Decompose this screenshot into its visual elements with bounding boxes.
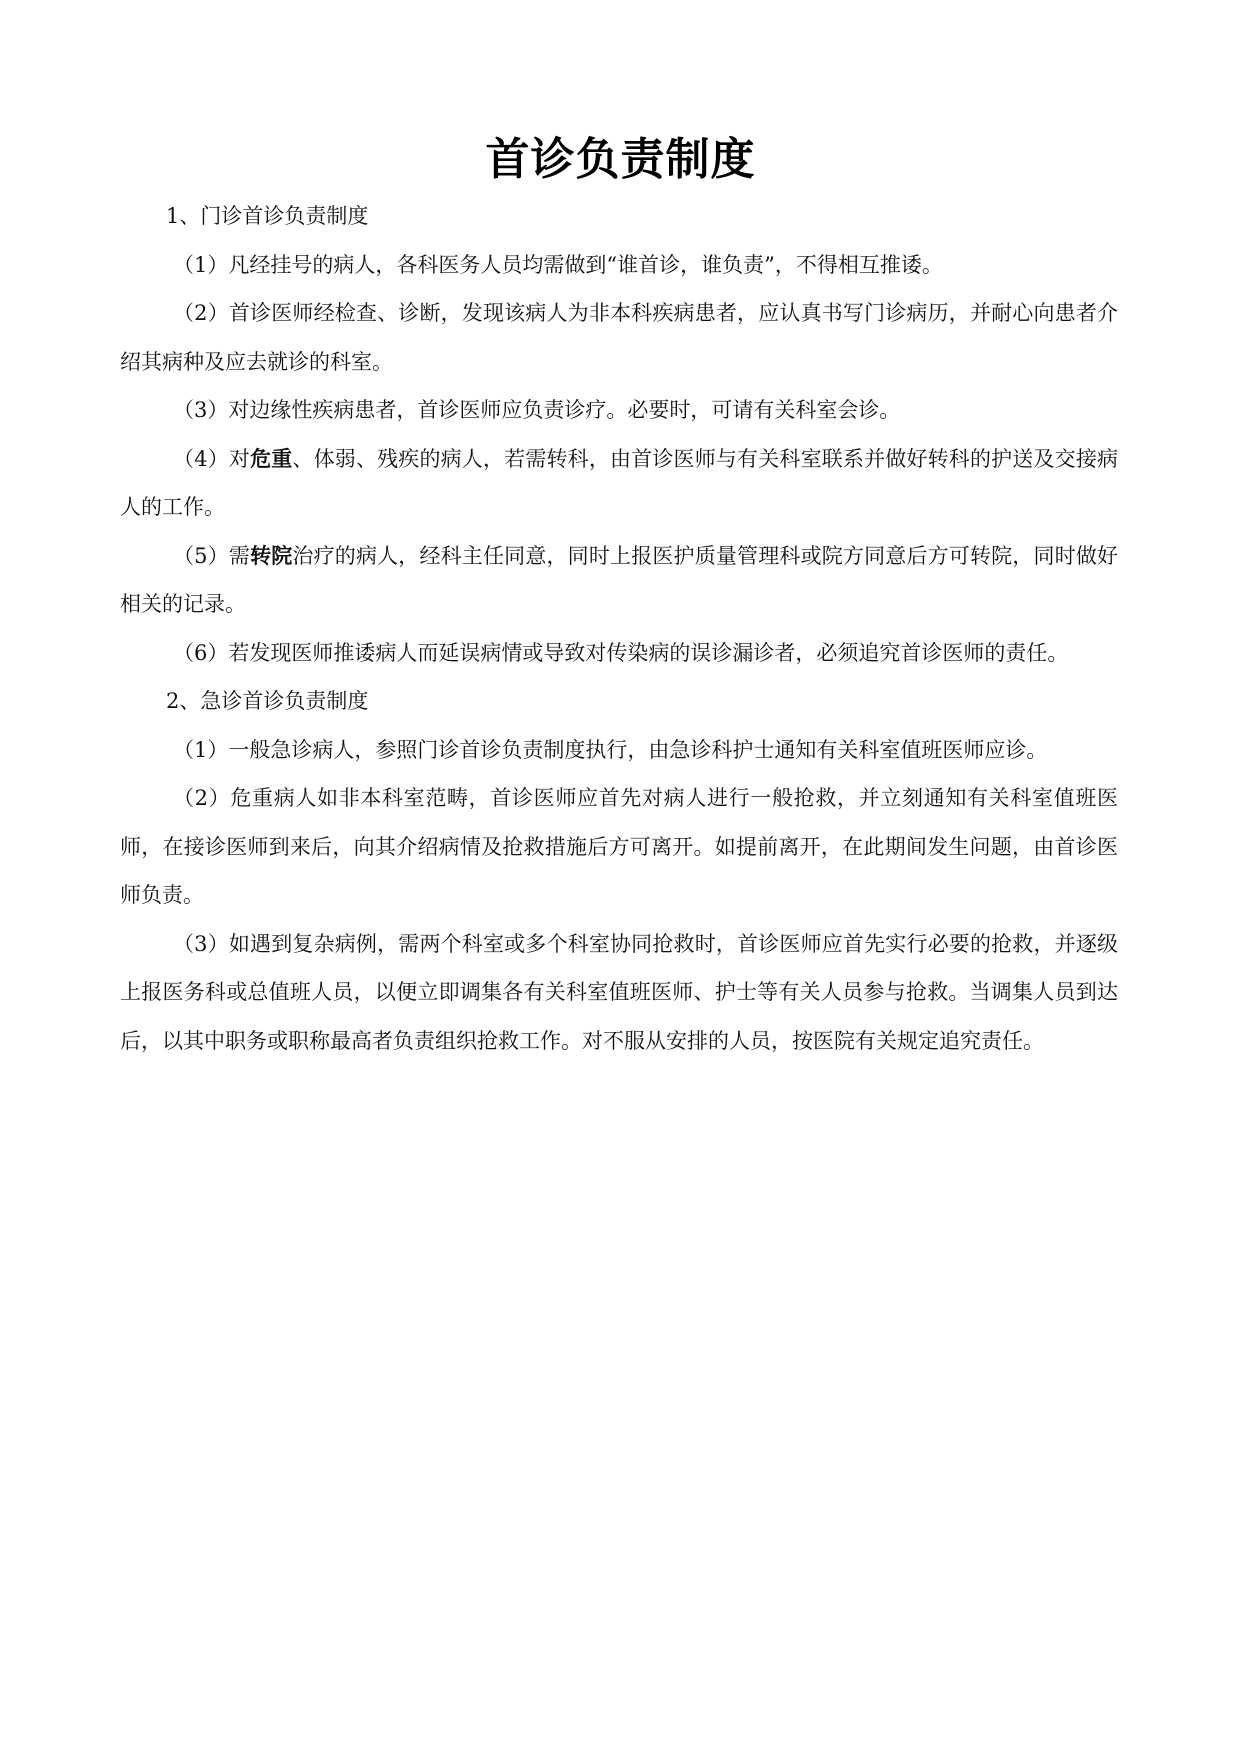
paragraph-suffix: 治疗的病人，经科主任同意，同时上报医护质量管理科或院方同意后方可转院，同时做好相关的记录。	[120, 543, 1119, 616]
section-heading-outpatient: 1、门诊首诊负责制度	[166, 204, 369, 228]
paragraph-outpatient-6: （6）若发现医师推诿病人而延误病情或导致对传染病的误诊漏诊者，必须追究首诊医师的责任。	[173, 640, 1069, 665]
emphasis-transfer: 转院	[250, 543, 293, 568]
paragraph-outpatient-2: （2）首诊医师经检查、诊断，发现该病人为非本科疾病患者，应认真书写门诊病历，并耐心向患者介绍其病种及应去就诊的科室。	[120, 301, 1118, 374]
paragraph-outpatient-5	[120, 532, 1118, 629]
paragraph-emergency-1: （1）一般急诊病人，参照门诊首诊负责制度执行，由急诊科护士通知有关科室值班医师应诊。	[173, 737, 1048, 762]
paragraph-emergency-2: （2）危重病人如非本科室范畴，首诊医师应首先对病人进行一般抢救，并立刻通知有关科室值班医师，在接诊医师到来后，向其介绍病情及抢救措施后方可离开。如提前离开，在此期间发生问题，由首诊医师负责。	[120, 786, 1118, 907]
document-body	[120, 192, 1118, 1065]
document-title: 首诊负责制度	[485, 134, 756, 185]
paragraph-outpatient-3: （3）对边缘性疾病患者，首诊医师应负责诊疗。必要时，可请有关科室会诊。	[173, 398, 901, 422]
paragraph-prefix: （4）对	[173, 446, 251, 471]
section-heading-emergency: 2、急诊首诊负责制度	[166, 689, 369, 713]
paragraph-prefix: （5）需	[173, 543, 251, 568]
paragraph-emergency-3: （3）如遇到复杂病例，需两个科室或多个科室协同抢救时，首诊医师应首先实行必要的抢救，并逐级上报医务科或总值班人员，以便立即调集各有关科室值班医师、护士等有关人员参与抢救。当调集人员到达后，以其中职务或职称最高者负责组织抢救工作。对不服从安排的人员，按医院有关规定追究责任。	[120, 931, 1118, 1053]
emphasis-critical: 危重	[250, 446, 293, 471]
paragraph-suffix: 、体弱、残疾的病人，若需转科，由首诊医师与有关科室联系并做好转科的护送及交接病人的工作。	[120, 446, 1119, 519]
paragraph-outpatient-4	[120, 435, 1118, 532]
paragraph-outpatient-1: （1）凡经挂号的病人，各科医务人员均需做到“谁首诊，谁负责”，不得相互推诿。	[173, 252, 943, 277]
